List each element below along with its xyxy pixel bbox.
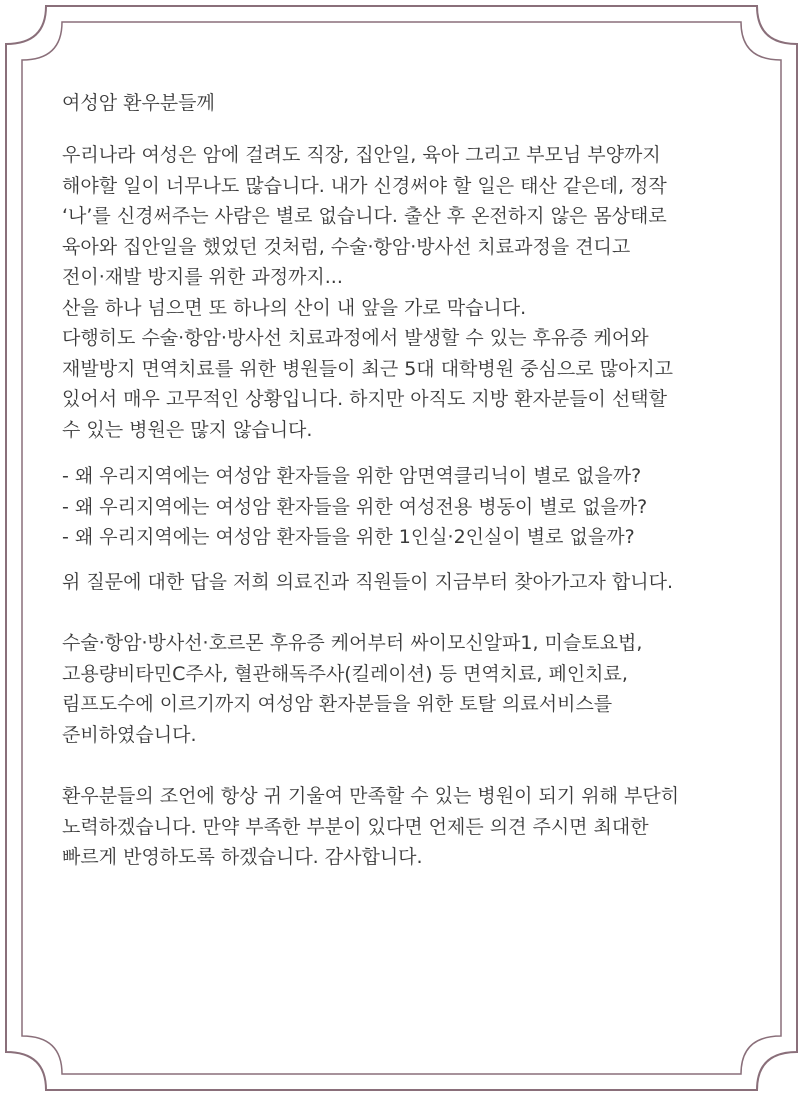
question-item: - 왜 우리지역에는 여성암 환자들을 위한 암면역클리닉이 별로 없을까? xyxy=(62,465,642,487)
closing-paragraph xyxy=(62,781,762,873)
intro-line: 산을 하나 넘으면 또 하나의 산이 내 앞을 가로 막습니다. xyxy=(62,296,527,319)
intro-line: 해야할 일이 너무나도 많습니다. 내가 신경써야 할 일은 태산 같은데, 정작 xyxy=(62,174,667,197)
intro-line: 다행히도 수술·항암·방사선 치료과정에서 발생할 수 있는 후유증 케어와 xyxy=(62,327,649,349)
questions-list xyxy=(62,461,762,553)
closing-line: 빠르게 반영하도록 하겠습니다. 감사합니다. xyxy=(62,846,423,868)
closing-line: 노력하겠습니다. 만약 부족한 부분이 있다면 언제든 의견 주시면 최대한 xyxy=(62,815,649,838)
services-paragraph xyxy=(62,628,762,750)
services-line: 수술·항암·방사선·호르몬 후유증 케어부터 싸이모신알파1, 미슬토요법, xyxy=(62,632,643,654)
letter-title: 여성암 환우분들께 xyxy=(62,92,215,114)
intro-line: 재발방지 면역치료를 위한 병원들이 최근 5대 대학병원 중심으로 많아지고 xyxy=(62,357,674,380)
intro-line: ‘나’를 신경써주는 사람은 별로 없습니다. 출산 후 온전하지 않은 몸상태로 xyxy=(62,205,667,227)
intro-line: 우리나라 여성은 암에 걸려도 직장, 집안일, 육아 그리고 부모님 부양까지 xyxy=(62,144,661,166)
intro-line: 수 있는 병원은 많지 않습니다. xyxy=(62,418,313,441)
services-line: 고용량비타민C주사, 혈관해독주사(킬레이션) 등 면역치료, 페인치료, xyxy=(62,662,628,685)
question-item: - 왜 우리지역에는 여성암 환자들을 위한 여성전용 병동이 별로 없을까? xyxy=(62,495,648,518)
letter-content xyxy=(62,88,762,873)
answer-line: 위 질문에 대한 답을 저희 의료진과 직원들이 지금부터 찾아가고자 합니다. xyxy=(62,570,674,593)
question-item: - 왜 우리지역에는 여성암 환자들을 위한 1인실·2인실이 별로 없을까? xyxy=(62,526,635,548)
services-line: 림프도수에 이르기까지 여성암 환자분들을 위한 토탈 의료서비스를 xyxy=(62,693,613,715)
intro-line: 육아와 집안일을 했었던 것처럼, 수술·항암·방사선 치료과정을 견디고 xyxy=(62,235,631,258)
intro-line: 전이·재발 방지를 위한 과정까지... xyxy=(62,266,343,288)
intro-line: 있어서 매우 고무적인 상황입니다. 하지만 아직도 지방 환자분들이 선택할 xyxy=(62,388,667,410)
intro-paragraph xyxy=(62,140,762,445)
answer-paragraph xyxy=(62,567,762,598)
closing-line: 환우분들의 조언에 항상 귀 기울여 만족할 수 있는 병원이 되기 위해 부단히 xyxy=(62,785,680,807)
services-line: 준비하였습니다. xyxy=(62,723,197,746)
